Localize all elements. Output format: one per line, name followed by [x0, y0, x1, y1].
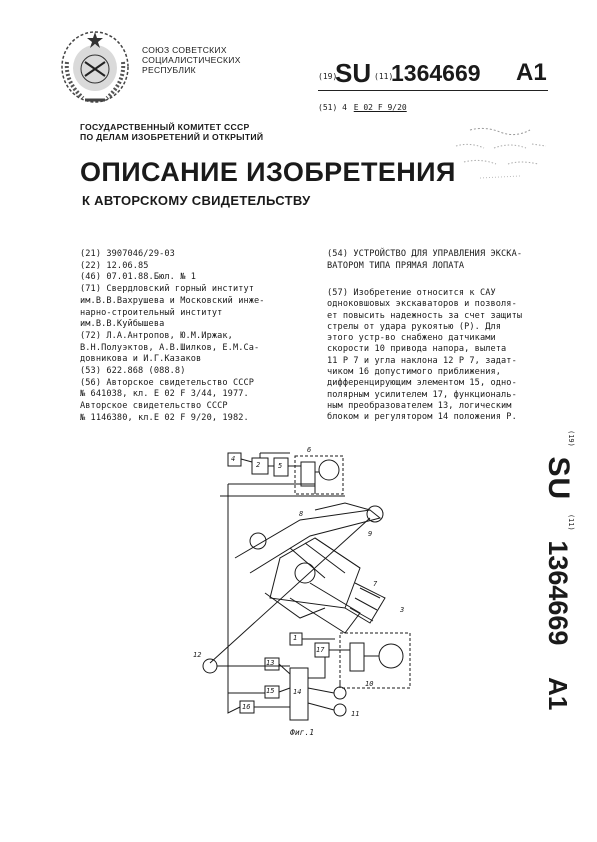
- abstract-line: ным преобразователем 13, логическим: [327, 400, 512, 411]
- bibliographic-data: [80, 249, 265, 425]
- invention-title: [327, 249, 522, 272]
- abstract-line: чиком 16 допустимого приближения,: [327, 367, 502, 378]
- org-line-3: РЕСПУБЛИК: [142, 65, 196, 75]
- abstract-line: 11 Р 7 и угла наклона 12 Р 7, задат-: [327, 355, 517, 366]
- biblio-line: им.В.В.Вахрушева и Московский инже-: [80, 295, 265, 306]
- side-country: SU: [542, 456, 575, 501]
- abstract-line: стрелы от удара рукоятью (Р). Для: [327, 321, 502, 332]
- label-7: 7: [373, 580, 378, 588]
- org-line-2: СОЦИАЛИСТИЧЕСКИХ: [142, 55, 241, 65]
- side-code-19: (19): [567, 430, 575, 447]
- biblio-line: № 1146380, кл.Е 02 F 9/20, 1982.: [80, 412, 249, 423]
- biblio-line: (46) 07.01.88.Бюл. № 1: [80, 272, 197, 283]
- label-8: 8: [299, 510, 304, 518]
- abstract-line: этого устр-во снабжено датчиками: [327, 333, 496, 344]
- committee-line-2: ПО ДЕЛАМ ИЗОБРЕТЕНИЙ И ОТКРЫТИЙ: [80, 131, 264, 142]
- biblio-line: (71) Свердловский горный институт: [80, 284, 255, 295]
- committee: [80, 123, 263, 143]
- label-13: 13: [266, 659, 275, 667]
- label-9: 9: [368, 530, 373, 538]
- block-rd: [301, 462, 315, 486]
- figure-1: [195, 448, 420, 738]
- biblio-line: (21) 3907046/29-03: [80, 249, 175, 259]
- label-2: 2: [256, 461, 261, 469]
- label-10: 10: [365, 680, 374, 688]
- state-emblem: [55, 22, 135, 108]
- patent-kind: A1: [516, 59, 547, 86]
- abstract-line: полярным усилителем 17, функциональ-: [327, 389, 517, 400]
- sensor-11: [334, 704, 346, 716]
- code-19: (19): [318, 72, 338, 81]
- sensor-12: [203, 659, 217, 673]
- biblio-line: довникова и И.Г.Казаков: [80, 354, 202, 365]
- motor-dn: [379, 644, 403, 668]
- label-12: 12: [193, 651, 202, 659]
- side-kind: A1: [543, 677, 573, 711]
- document-subtitle: К АВТОРСКОМУ СВИДЕТЕЛЬСТВУ: [82, 193, 311, 208]
- label-11: 11: [351, 710, 360, 718]
- abstract-line: ет повысить надежность за счет защиты: [327, 310, 523, 321]
- label-4: 4: [231, 455, 236, 463]
- abstract-line: дифференцирующим элементом 15, одно-: [327, 378, 517, 389]
- ipc-class: E 02 F 9/20: [353, 103, 407, 112]
- biblio-line: (56) Авторское свидетельство СССР: [80, 377, 255, 388]
- code-11: (11): [374, 72, 394, 81]
- biblio-line: № 641038, кл. Е 02 F 3/44, 1977.: [80, 389, 249, 400]
- biblio-line: нарно-строительный институт: [80, 307, 223, 318]
- side-number: 1364669: [543, 540, 573, 646]
- abstract-line: (57) Изобретение относится к САУ: [327, 288, 496, 298]
- block-rn: [350, 643, 364, 671]
- label-6: 6: [307, 446, 312, 454]
- header-rule: [318, 90, 548, 91]
- label-1: 1: [293, 634, 298, 642]
- handle-pivot: [295, 563, 315, 583]
- patent-number: 1364669: [391, 60, 481, 86]
- country-union-name: [142, 45, 241, 75]
- biblio-line: (72) Л.А.Антропов, Ю.М.Иржак,: [80, 330, 233, 341]
- biblio-line: В.Н.Полуэктов, А.В.Шилков, Е.М.Са-: [80, 342, 260, 353]
- side-code-11: (11): [567, 513, 575, 531]
- abstract: [327, 288, 522, 424]
- label-5: 5: [278, 462, 283, 470]
- library-stamp: [450, 124, 550, 188]
- committee-line-1: ГОСУДАРСТВЕННЫЙ КОМИТЕТ СССР: [80, 122, 250, 132]
- abstract-line: скорости 10 привода напора, вылета: [327, 344, 507, 355]
- label-15: 15: [266, 687, 275, 695]
- biblio-line: Авторское свидетельство СССР: [80, 401, 228, 412]
- code-51: (51) 4: [318, 103, 347, 112]
- title-line: (54) УСТРОЙСТВО ДЛЯ УПРАВЛЕНИЯ ЭКСКА-: [327, 249, 523, 259]
- figure-caption: Фиг.1: [290, 728, 315, 737]
- biblio-line: (22) 12.06.85: [80, 260, 149, 271]
- title-line: ВАТОРОМ ТИПА ПРЯМАЯ ЛОПАТА: [327, 260, 465, 271]
- label-3: 3: [400, 606, 405, 614]
- label-17: 17: [316, 646, 325, 654]
- label-16: 16: [242, 703, 251, 711]
- label-14: 14: [293, 688, 302, 696]
- document-title: ОПИСАНИЕ ИЗОБРЕТЕНИЯ: [80, 157, 456, 187]
- org-line-1: СОЮЗ СОВЕТСКИХ: [142, 45, 227, 55]
- sensor-10: [334, 687, 346, 699]
- motor-dp: [319, 460, 339, 480]
- abstract-line: блоком и регулятором 14 положения Р.: [327, 412, 517, 423]
- biblio-line: (53) 622.868 (088.8): [80, 366, 186, 377]
- ipc-block: [318, 103, 407, 112]
- country-code: SU: [335, 58, 372, 88]
- biblio-line: им.В.В.Куйбышева: [80, 319, 165, 330]
- abstract-line: одноковшовых экскаваторов и позволя-: [327, 299, 517, 310]
- side-patent-id: [521, 430, 581, 711]
